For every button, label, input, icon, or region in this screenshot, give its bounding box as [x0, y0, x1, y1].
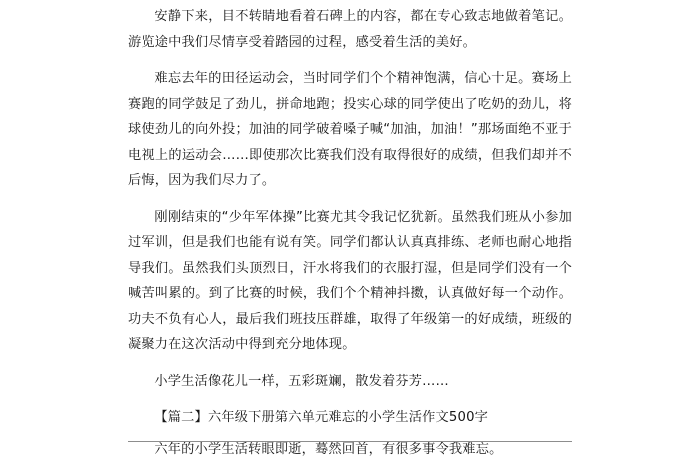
paragraph: 六年的小学生活转眼即逝，蓦然回首，有很多事令我难忘。: [154, 441, 503, 457]
paragraph: 小学生活像花儿一样，五彩斑斓，散发着芬芳……: [154, 373, 449, 389]
paragraph-spacer: [128, 394, 572, 405]
paragraph: 安静下来，目不转睛地看着石碑上的内容，都在专心致志地做着笔记。游览途中我们尽情享受着踏园的过程，感受着生活的美好。: [128, 9, 572, 50]
section-heading: 【篇二】六年级下册第六单元难忘的小学生活作文500字: [154, 410, 489, 425]
paragraph: 刚刚结束的“少年军体操”比赛尤其令我记忆犹新。虽然我们班从小参加过军训，但是我们也能有说有笑。同学们都认认真真排练、老师也耐心地指导我们。虽然我们头顶烈日，汗水将我们的衣服打湿，但是同学们没有一个喊苦叫累的。到了比赛的时候，我们个个精神抖擞，认真做好每一个动作。功夫不负有心人，最后我们班技压群雄，取得了年级第一的好成绩，班级的凝聚力在这次活动中得到充分地体现。: [128, 209, 572, 352]
paragraph-spacer: [128, 358, 572, 369]
paragraph: 难忘去年的田径运动会，当时同学们个个精神饱满，信心十足。赛场上赛跑的同学鼓足了劲儿，拼命地跑；投实心球的同学使出了吃奶的劲儿，将球使劲儿的向外投；加油的同学破着嗓子喊“加油，加油！”那场面绝不亚于电视上的运动会……即使那次比赛我们没有取得很好的成绩，但我们却并不后悔，因为我们尽力了。: [128, 71, 572, 188]
document-body: [128, 4, 572, 462]
footer-divider: [128, 441, 572, 442]
paragraph-spacer: [128, 194, 572, 205]
paragraph-spacer: [128, 55, 572, 66]
page-footer: [0, 446, 700, 470]
